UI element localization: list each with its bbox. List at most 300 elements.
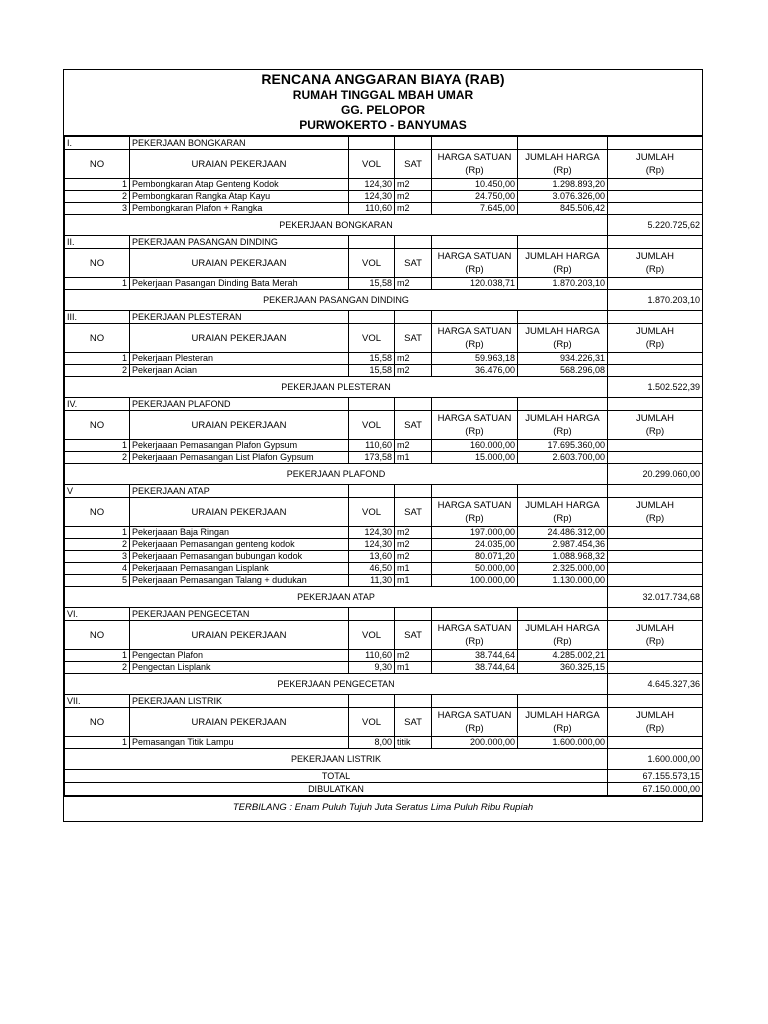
empty-cell [432, 398, 518, 411]
subtotal-row [65, 749, 703, 770]
item-harga-satuan: 120.038,71 [432, 278, 518, 290]
header-harga-satuan-line1: HARGA SATUAN [437, 413, 512, 424]
header-jumlah-harga-line1: JUMLAH HARGA [525, 326, 600, 337]
header-jumlah-harga-line2: (Rp) [553, 165, 572, 176]
header-jumlah-harga [518, 150, 608, 179]
section-number: VII. [65, 695, 130, 708]
rab-table [64, 136, 703, 796]
empty-cell [395, 311, 432, 324]
item-sat: m1 [395, 452, 432, 464]
item-harga-satuan: 59.963,18 [432, 353, 518, 365]
empty-cell [518, 236, 608, 249]
item-jumlah-harga: 2.987.454,36 [518, 539, 608, 551]
header-harga-satuan-line2: (Rp) [465, 165, 484, 176]
header-vol-line1: VOL [361, 629, 381, 641]
header-harga-satuan-line2: (Rp) [465, 426, 484, 437]
empty-cell [395, 137, 432, 150]
subtotal-row [65, 290, 703, 311]
item-no: 1 [65, 737, 130, 749]
header-no [65, 150, 130, 179]
section-number: IV. [65, 398, 130, 411]
empty-cell [608, 440, 703, 452]
header-harga-satuan-line1: HARGA SATUAN [437, 326, 512, 337]
header-no-line1: NO [89, 506, 105, 518]
item-no: 2 [65, 191, 130, 203]
table-row [65, 650, 703, 662]
header-no [65, 498, 130, 527]
header-jumlah-harga-line1: JUMLAH HARGA [525, 623, 600, 634]
header-sat [395, 249, 432, 278]
item-vol: 9,30 [349, 662, 395, 674]
header-jumlah-line2: (Rp) [645, 339, 665, 350]
header-jumlah-harga-line2: (Rp) [553, 513, 572, 524]
table-row [65, 203, 703, 215]
empty-cell [518, 695, 608, 708]
empty-cell [608, 527, 703, 539]
header-sat-line1: SAT [404, 158, 422, 170]
header-harga-satuan-line1: HARGA SATUAN [437, 152, 512, 163]
section-name: PEKERJAAN LISTRIK [130, 695, 349, 708]
empty-cell [608, 737, 703, 749]
subtotal-value: 32.017.734,68 [608, 587, 703, 608]
header-vol-line1: VOL [361, 257, 381, 269]
header-harga-satuan [432, 708, 518, 737]
header-jumlah-line2: (Rp) [645, 723, 665, 734]
item-sat: m2 [395, 527, 432, 539]
empty-cell [608, 236, 703, 249]
empty-cell [349, 311, 395, 324]
empty-cell [608, 191, 703, 203]
empty-cell [608, 608, 703, 621]
column-header-row [65, 708, 703, 737]
item-no: 5 [65, 575, 130, 587]
header-sat-line1: SAT [404, 419, 422, 431]
item-uraian: Pekerjaaan Pemasangan bubungan kodok [130, 551, 349, 563]
header-sat [395, 498, 432, 527]
subtotal-value: 20.299.060,00 [608, 464, 703, 485]
section-name: PEKERJAAN PASANGAN DINDING [130, 236, 349, 249]
item-harga-satuan: 50.000,00 [432, 563, 518, 575]
subtotal-value: 1.870.203,10 [608, 290, 703, 311]
item-uraian: Pekerjaaan Pemasangan Lisplank [130, 563, 349, 575]
header-harga-satuan-line2: (Rp) [465, 264, 484, 275]
empty-cell [608, 575, 703, 587]
table-row [65, 353, 703, 365]
header-harga-satuan-line2: (Rp) [465, 723, 484, 734]
item-no: 2 [65, 662, 130, 674]
item-sat: titik [395, 737, 432, 749]
section-row [65, 608, 703, 621]
header-harga-satuan [432, 324, 518, 353]
header-sat-line1: SAT [404, 506, 422, 518]
item-no: 2 [65, 452, 130, 464]
header-harga-satuan [432, 621, 518, 650]
header-jumlah-line2: (Rp) [645, 636, 665, 647]
header-vol [349, 411, 395, 440]
header-vol [349, 249, 395, 278]
item-no: 2 [65, 365, 130, 377]
section-row [65, 695, 703, 708]
empty-cell [432, 485, 518, 498]
header-jumlah [608, 324, 703, 353]
subtotal-row [65, 377, 703, 398]
header-jumlah-harga-line2: (Rp) [553, 723, 572, 734]
subtotal-value: 5.220.725,62 [608, 215, 703, 236]
header-jumlah-line2: (Rp) [645, 165, 665, 176]
empty-cell [518, 311, 608, 324]
item-uraian: Pengectan Lisplank [130, 662, 349, 674]
doc-title: RENCANA ANGGARAN BIAYA (RAB) [261, 71, 505, 87]
item-uraian: Pembongkaran Plafon + Rangka [130, 203, 349, 215]
header-jumlah-line1: JUMLAH [635, 500, 674, 511]
item-sat: m2 [395, 203, 432, 215]
subtotal-row [65, 587, 703, 608]
item-sat: m2 [395, 191, 432, 203]
header-no-line1: NO [89, 716, 105, 728]
item-harga-satuan: 10.450,00 [432, 179, 518, 191]
empty-cell [608, 563, 703, 575]
empty-cell [518, 137, 608, 150]
item-jumlah-harga: 845.506,42 [518, 203, 608, 215]
item-sat: m2 [395, 551, 432, 563]
table-row [65, 278, 703, 290]
header-harga-satuan-line1: HARGA SATUAN [437, 623, 512, 634]
item-no: 2 [65, 539, 130, 551]
header-jumlah-line1: JUMLAH [635, 251, 674, 262]
header-vol [349, 621, 395, 650]
empty-cell [395, 608, 432, 621]
item-jumlah-harga: 4.285.002,21 [518, 650, 608, 662]
header-sat [395, 708, 432, 737]
header-uraian [130, 498, 349, 527]
header-no-line1: NO [89, 332, 105, 344]
empty-cell [395, 236, 432, 249]
item-sat: m1 [395, 563, 432, 575]
item-jumlah-harga: 1.088.968,32 [518, 551, 608, 563]
empty-cell [608, 365, 703, 377]
item-uraian: Pekerjaaan Pemasangan Plafon Gypsum [130, 440, 349, 452]
item-sat: m2 [395, 278, 432, 290]
subtotal-row [65, 674, 703, 695]
empty-cell [608, 452, 703, 464]
empty-cell [608, 695, 703, 708]
section-name: PEKERJAAN BONGKARAN [130, 137, 349, 150]
header-vol [349, 150, 395, 179]
header-harga-satuan [432, 150, 518, 179]
header-jumlah-harga-line1: JUMLAH HARGA [525, 152, 600, 163]
header-jumlah-harga [518, 324, 608, 353]
empty-cell [608, 662, 703, 674]
empty-cell [349, 236, 395, 249]
section-number: II. [65, 236, 130, 249]
section-number: III. [65, 311, 130, 324]
empty-cell [608, 485, 703, 498]
empty-cell [608, 398, 703, 411]
header-vol-line1: VOL [361, 158, 381, 170]
item-vol: 110,60 [349, 203, 395, 215]
item-uraian: Pemasangan Titik Lampu [130, 737, 349, 749]
item-jumlah-harga: 1.298.893,20 [518, 179, 608, 191]
empty-cell [432, 608, 518, 621]
header-jumlah [608, 621, 703, 650]
item-harga-satuan: 36.476,00 [432, 365, 518, 377]
empty-cell [518, 608, 608, 621]
header-jumlah-line1: JUMLAH [635, 152, 674, 163]
section-name: PEKERJAAN PLAFOND [130, 398, 349, 411]
header-jumlah-harga [518, 708, 608, 737]
empty-cell [608, 353, 703, 365]
header-harga-satuan-line2: (Rp) [465, 339, 484, 350]
header-jumlah [608, 498, 703, 527]
empty-cell [518, 485, 608, 498]
item-sat: m2 [395, 539, 432, 551]
header-jumlah-harga [518, 411, 608, 440]
item-uraian: Pekerjaan Pasangan Dinding Bata Merah [130, 278, 349, 290]
subtotal-label: PEKERJAAN PENGECETAN [65, 674, 608, 695]
header-harga-satuan-line1: HARGA SATUAN [437, 251, 512, 262]
column-header-row [65, 621, 703, 650]
item-sat: m1 [395, 575, 432, 587]
item-uraian: Pekerjaan Plesteran [130, 353, 349, 365]
header-sat-line1: SAT [404, 257, 422, 269]
item-harga-satuan: 15.000,00 [432, 452, 518, 464]
section-row [65, 311, 703, 324]
section-number: V [65, 485, 130, 498]
subtotal-row [65, 464, 703, 485]
empty-cell [432, 311, 518, 324]
header-jumlah-harga [518, 498, 608, 527]
dibulatkan-row [65, 783, 703, 796]
item-uraian: Pembongkaran Atap Genteng Kodok [130, 179, 349, 191]
item-no: 1 [65, 353, 130, 365]
header-no [65, 708, 130, 737]
empty-cell [349, 608, 395, 621]
header-harga-satuan-line1: HARGA SATUAN [437, 710, 512, 721]
item-no: 3 [65, 551, 130, 563]
header-jumlah-line1: JUMLAH [635, 326, 674, 337]
item-harga-satuan: 7.645,00 [432, 203, 518, 215]
header-sat [395, 324, 432, 353]
header-harga-satuan-line2: (Rp) [465, 513, 484, 524]
item-jumlah-harga: 568.296,08 [518, 365, 608, 377]
header-jumlah [608, 708, 703, 737]
table-row [65, 737, 703, 749]
table-row [65, 365, 703, 377]
header-sat [395, 621, 432, 650]
header-harga-satuan-line1: HARGA SATUAN [437, 500, 512, 511]
item-uraian: Pembongkaran Rangka Atap Kayu [130, 191, 349, 203]
item-jumlah-harga: 2.603.700,00 [518, 452, 608, 464]
column-header-row [65, 249, 703, 278]
header-vol [349, 708, 395, 737]
header-uraian-line1: URAIAN PEKERJAAN [191, 419, 287, 431]
section-number: VI. [65, 608, 130, 621]
section-name: PEKERJAAN ATAP [130, 485, 349, 498]
subtotal-row [65, 215, 703, 236]
item-harga-satuan: 197.000,00 [432, 527, 518, 539]
item-sat: m2 [395, 650, 432, 662]
total-label: TOTAL [65, 770, 608, 783]
header-vol-line1: VOL [361, 332, 381, 344]
empty-cell [395, 398, 432, 411]
empty-cell [349, 695, 395, 708]
section-number: I. [65, 137, 130, 150]
empty-cell [608, 539, 703, 551]
item-vol: 110,60 [349, 650, 395, 662]
empty-cell [608, 278, 703, 290]
header-harga-satuan [432, 498, 518, 527]
item-vol: 11,30 [349, 575, 395, 587]
table-row [65, 563, 703, 575]
header-no-line1: NO [89, 158, 105, 170]
header-uraian [130, 621, 349, 650]
column-header-row [65, 324, 703, 353]
header-uraian-line1: URAIAN PEKERJAAN [191, 332, 287, 344]
empty-cell [395, 485, 432, 498]
item-jumlah-harga: 1.870.203,10 [518, 278, 608, 290]
total-row [65, 770, 703, 783]
item-uraian: Pekerjaaan Pemasangan List Plafon Gypsum [130, 452, 349, 464]
section-row [65, 236, 703, 249]
section-row [65, 485, 703, 498]
header-jumlah-harga-line2: (Rp) [553, 339, 572, 350]
dibulatkan-value: 67.150.000,00 [608, 783, 703, 796]
header-jumlah-line2: (Rp) [645, 426, 665, 437]
header-jumlah-line1: JUMLAH [635, 710, 674, 721]
header-jumlah-harga [518, 249, 608, 278]
item-jumlah-harga: 1.130.000,00 [518, 575, 608, 587]
item-harga-satuan: 100.000,00 [432, 575, 518, 587]
item-no: 1 [65, 650, 130, 662]
title-block [64, 70, 702, 136]
item-jumlah-harga: 934.226,31 [518, 353, 608, 365]
header-jumlah-harga-line2: (Rp) [553, 264, 572, 275]
item-vol: 15,58 [349, 278, 395, 290]
header-harga-satuan [432, 249, 518, 278]
item-harga-satuan: 24.750,00 [432, 191, 518, 203]
header-no [65, 324, 130, 353]
header-uraian [130, 708, 349, 737]
item-sat: m2 [395, 179, 432, 191]
column-header-row [65, 150, 703, 179]
header-no [65, 249, 130, 278]
item-jumlah-harga: 1.600.000,00 [518, 737, 608, 749]
subtotal-label: PEKERJAAN PLESTERAN [65, 377, 608, 398]
item-vol: 15,58 [349, 365, 395, 377]
column-header-row [65, 411, 703, 440]
table-row [65, 527, 703, 539]
table-row [65, 452, 703, 464]
empty-cell [349, 398, 395, 411]
item-uraian: Pengectan Plafon [130, 650, 349, 662]
header-sat [395, 411, 432, 440]
terbilang: TERBILANG : Enam Puluh Tujuh Juta Seratus Lima Puluh Ribu Rupiah [64, 796, 702, 821]
subtotal-value: 1.502.522,39 [608, 377, 703, 398]
item-jumlah-harga: 3.076.326,00 [518, 191, 608, 203]
header-jumlah-harga-line1: JUMLAH HARGA [525, 710, 600, 721]
item-vol: 15,58 [349, 353, 395, 365]
header-vol-line1: VOL [361, 419, 381, 431]
item-vol: 124,30 [349, 527, 395, 539]
subtotal-label: PEKERJAAN BONGKARAN [65, 215, 608, 236]
header-uraian-line1: URAIAN PEKERJAAN [191, 629, 287, 641]
item-no: 1 [65, 440, 130, 452]
header-no-line1: NO [89, 257, 105, 269]
header-jumlah [608, 150, 703, 179]
item-vol: 8,00 [349, 737, 395, 749]
subtotal-label: PEKERJAAN LISTRIK [65, 749, 608, 770]
header-uraian-line1: URAIAN PEKERJAAN [191, 257, 287, 269]
header-jumlah-harga [518, 621, 608, 650]
table-row [65, 662, 703, 674]
rab-sheet [63, 69, 703, 822]
empty-cell [608, 650, 703, 662]
item-vol: 46,50 [349, 563, 395, 575]
table-row [65, 575, 703, 587]
header-jumlah-line2: (Rp) [645, 513, 665, 524]
item-sat: m2 [395, 440, 432, 452]
empty-cell [608, 311, 703, 324]
header-uraian-line1: URAIAN PEKERJAAN [191, 506, 287, 518]
header-sat-line1: SAT [404, 332, 422, 344]
header-harga-satuan-line2: (Rp) [465, 636, 484, 647]
subtotal-label: PEKERJAAN PLAFOND [65, 464, 608, 485]
item-vol: 124,30 [349, 191, 395, 203]
header-uraian [130, 324, 349, 353]
item-jumlah-harga: 360.325,15 [518, 662, 608, 674]
item-harga-satuan: 38.744,64 [432, 650, 518, 662]
header-vol [349, 324, 395, 353]
section-name: PEKERJAAN PLESTERAN [130, 311, 349, 324]
item-vol: 110,60 [349, 440, 395, 452]
empty-cell [608, 179, 703, 191]
item-no: 3 [65, 203, 130, 215]
empty-cell [349, 137, 395, 150]
header-jumlah-line1: JUMLAH [635, 623, 674, 634]
header-uraian [130, 150, 349, 179]
header-jumlah-harga-line2: (Rp) [553, 426, 572, 437]
section-row [65, 398, 703, 411]
item-vol: 173,58 [349, 452, 395, 464]
header-jumlah-harga-line1: JUMLAH HARGA [525, 251, 600, 262]
doc-subtitle-city: PURWOKERTO - BANYUMAS [299, 118, 467, 132]
item-sat: m2 [395, 365, 432, 377]
item-no: 1 [65, 527, 130, 539]
header-jumlah-harga-line1: JUMLAH HARGA [525, 500, 600, 511]
header-no-line1: NO [89, 629, 105, 641]
empty-cell [518, 398, 608, 411]
doc-subtitle-street: GG. PELOPOR [340, 103, 425, 117]
item-uraian: Pekerjaaan Pemasangan Talang + dudukan [130, 575, 349, 587]
empty-cell [432, 236, 518, 249]
header-jumlah-line1: JUMLAH [635, 413, 674, 424]
header-vol-line1: VOL [361, 506, 381, 518]
item-vol: 124,30 [349, 179, 395, 191]
empty-cell [432, 695, 518, 708]
empty-cell [432, 137, 518, 150]
header-sat [395, 150, 432, 179]
section-row [65, 137, 703, 150]
header-jumlah [608, 411, 703, 440]
empty-cell [349, 485, 395, 498]
header-harga-satuan [432, 411, 518, 440]
item-harga-satuan: 38.744,64 [432, 662, 518, 674]
header-uraian [130, 249, 349, 278]
item-uraian: Pekerjaaan Baja Ringan [130, 527, 349, 539]
table-row [65, 191, 703, 203]
section-name: PEKERJAAN PENGECETAN [130, 608, 349, 621]
empty-cell [395, 695, 432, 708]
